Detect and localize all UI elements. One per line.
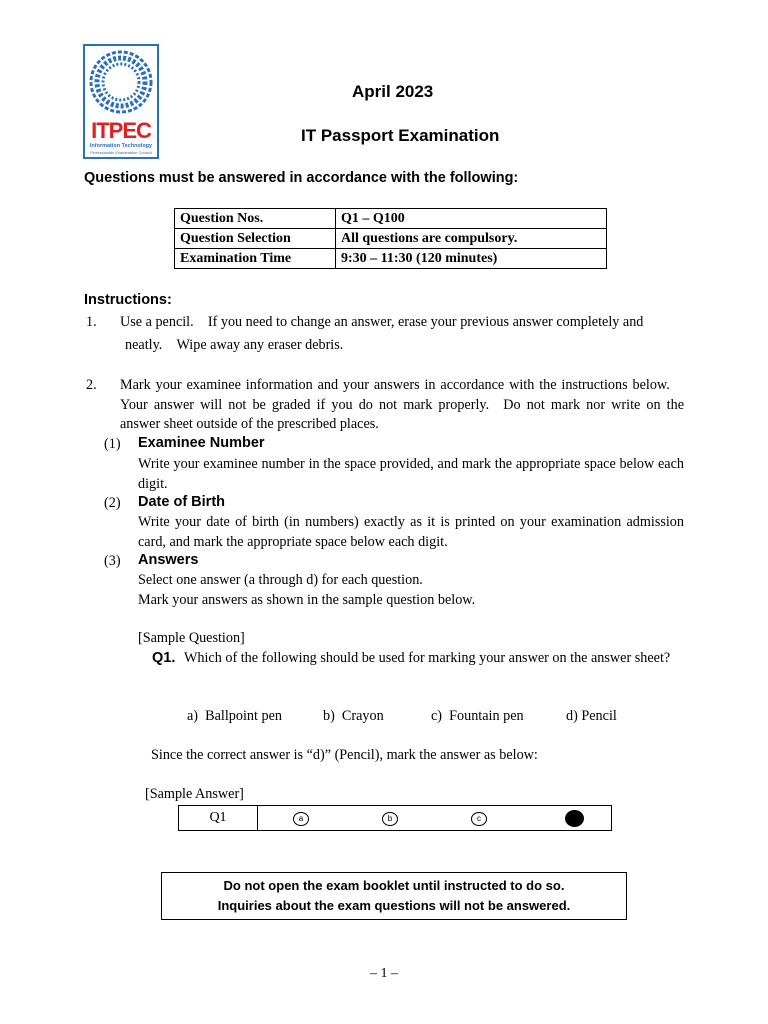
exam-title: IT Passport Examination bbox=[301, 126, 500, 145]
sample-answer-sheet bbox=[178, 805, 612, 831]
notice-line-2: Inquiries about the exam questions will not be answered. bbox=[217, 898, 571, 913]
info-label: Question Nos. bbox=[175, 209, 336, 229]
bubble-c: c bbox=[471, 812, 487, 826]
info-label: Question Selection bbox=[175, 229, 336, 249]
answer-row-label: Q1 bbox=[179, 806, 258, 831]
instructions-heading: Instructions: bbox=[84, 292, 172, 308]
item-1-line-2: neatly. Wipe away any eraser debris. bbox=[125, 337, 344, 353]
sample-answer-label: [Sample Answer] bbox=[145, 786, 244, 802]
answer-row bbox=[179, 806, 612, 831]
sub-1-number: (1) bbox=[104, 436, 121, 452]
item-2-text: Mark your examinee information and your answers in accordance with the instructions below. Your answer will not be graded if you do not mark properly. Do not mark nor write on the answer sheet outside of the prescribed places. bbox=[120, 377, 684, 432]
item-1-line-1: Use a pencil. If you need to change an answer, erase your previous answer completely and bbox=[120, 314, 644, 330]
sub-3-number: (3) bbox=[104, 553, 121, 569]
sample-question-text: Which of the following should be used for marking your answer on the answer sheet? bbox=[184, 650, 671, 666]
sun-emblem-icon bbox=[89, 50, 153, 114]
sub-1-text: Write your examinee number in the space provided, and mark the appropriate space below each digit. bbox=[138, 456, 684, 492]
option-d: d) Pencil bbox=[566, 708, 617, 724]
table-row bbox=[175, 209, 607, 229]
table-row bbox=[175, 229, 607, 249]
sub-2-number: (2) bbox=[104, 495, 121, 511]
option-a: a) Ballpoint pen bbox=[187, 708, 282, 724]
logo-wordmark: ITPEC bbox=[91, 118, 151, 143]
table-row bbox=[175, 249, 607, 269]
bubble-d-filled bbox=[565, 810, 584, 827]
sample-question-number: Q1. bbox=[152, 650, 176, 666]
info-value: Q1 – Q100 bbox=[336, 209, 607, 229]
sample-question-label: [Sample Question] bbox=[138, 630, 245, 646]
instructions-subtitle: Questions must be answered in accordance with the following: bbox=[84, 170, 519, 186]
sub-3-line-1: Select one answer (a through d) for each question. bbox=[138, 572, 423, 588]
sub-1-title: Examinee Number bbox=[138, 435, 265, 451]
page-number: – 1 – bbox=[370, 966, 398, 981]
bubble-a: a bbox=[293, 812, 309, 826]
logo-subtitle-2: Professionals Examination Council bbox=[90, 150, 152, 155]
item-1-number: 1. bbox=[86, 314, 97, 330]
option-c: c) Fountain pen bbox=[431, 708, 524, 724]
itpec-logo bbox=[83, 44, 159, 159]
notice-box bbox=[161, 872, 627, 920]
exam-info-table bbox=[174, 208, 607, 269]
answer-bubbles bbox=[258, 806, 612, 831]
info-value: 9:30 – 11:30 (120 minutes) bbox=[336, 249, 607, 269]
logo-subtitle: Information Technology bbox=[89, 143, 153, 149]
info-label: Examination Time bbox=[175, 249, 336, 269]
sub-3-title: Answers bbox=[138, 552, 199, 568]
sub-2-title: Date of Birth bbox=[138, 494, 225, 510]
correct-answer-note: Since the correct answer is “d)” (Pencil), mark the answer as below: bbox=[151, 747, 538, 763]
item-2-number: 2. bbox=[86, 377, 97, 393]
exam-date: April 2023 bbox=[352, 82, 434, 101]
info-value: All questions are compulsory. bbox=[336, 229, 607, 249]
sub-2-text: Write your date of birth (in numbers) exactly as it is printed on your examination admission card, and mark the appropriate space below each digit. bbox=[138, 514, 684, 550]
sub-3-line-2: Mark your answers as shown in the sample question below. bbox=[138, 592, 476, 608]
notice-line-1: Do not open the exam booklet until instructed to do so. bbox=[223, 878, 565, 893]
option-b: b) Crayon bbox=[323, 708, 384, 724]
bubble-b: b bbox=[382, 812, 398, 826]
